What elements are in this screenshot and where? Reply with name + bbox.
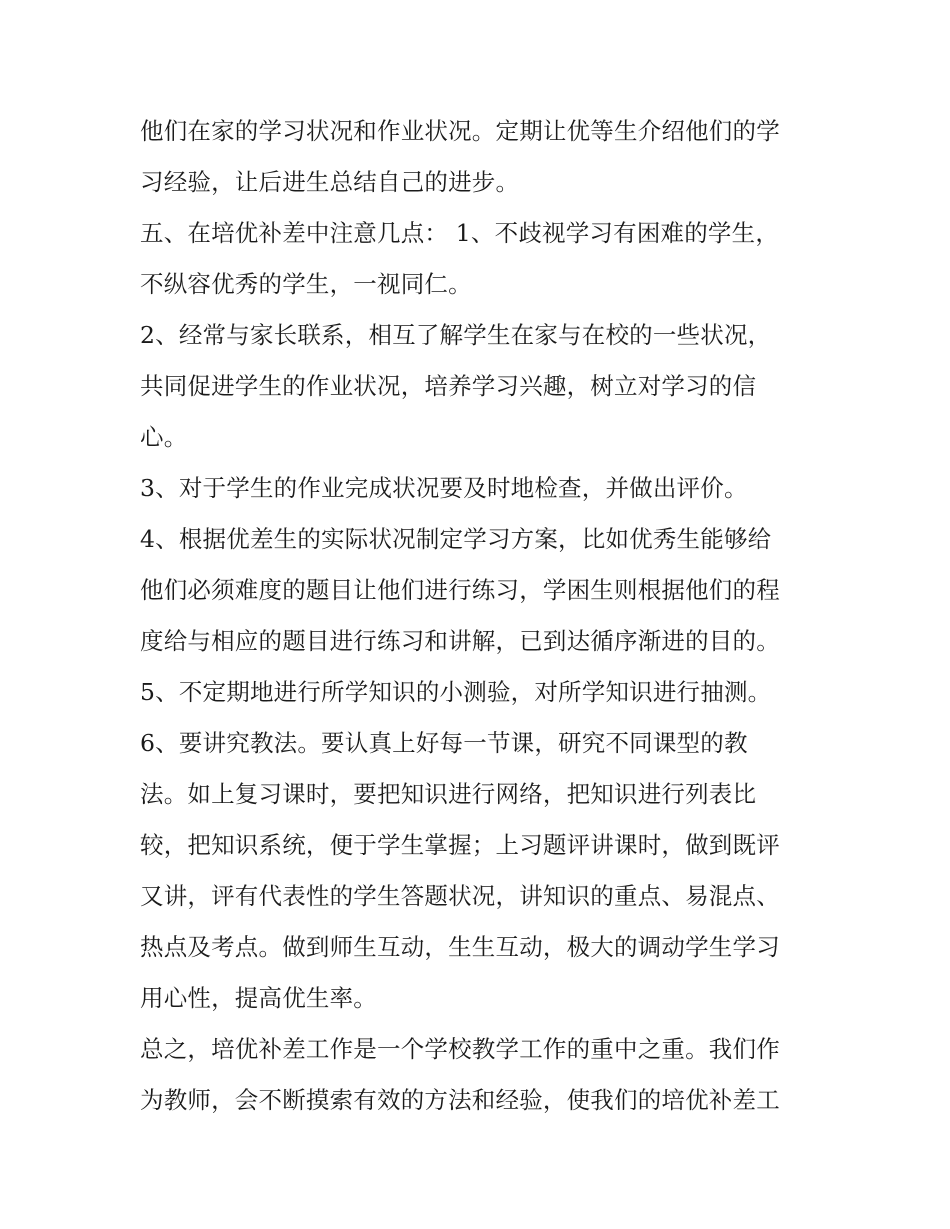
- text-line: 3、对于学生的作业完成状况要及时地检查，并做出评价。: [140, 474, 748, 502]
- text-line: 心。: [140, 423, 188, 451]
- text-line: 总之，培优补差工作是一个学校教学工作的重中之重。我们作: [140, 1035, 780, 1063]
- text-line: 五、在培优补差中注意几点： 1、不歧视学习有困难的学生，: [140, 219, 780, 247]
- text-line: 用心性，提高优生率。: [140, 984, 377, 1012]
- text-line: 6、要讲究教法。要认真上好每一节课，研究不同课型的教: [140, 729, 748, 757]
- document-body: [140, 106, 820, 1126]
- text-line: 法。如上复习课时，要把知识进行网络，把知识进行列表比: [140, 780, 757, 808]
- text-line: 不纵容优秀的学生，一视同仁。: [140, 270, 472, 298]
- text-line: 为教师，会不断摸索有效的方法和经验，使我们的培优补差工: [140, 1086, 780, 1114]
- text-line: 又讲，评有代表性的学生答题状况，讲知识的重点、易混点、: [140, 882, 780, 910]
- text-line: 他们必须难度的题目让他们进行练习，学困生则根据他们的程: [140, 576, 780, 604]
- text-line: 较，把知识系统，便于学生掌握；上习题评讲课时，做到既评: [140, 831, 780, 859]
- text-line: 2、经常与家长联系，相互了解学生在家与在校的一些状况，: [140, 321, 772, 349]
- text-line: 4、根据优差生的实际状况制定学习方案，比如优秀生能够给: [140, 525, 772, 553]
- text-line: 5、不定期地进行所学知识的小测验，对所学知识进行抽测。: [140, 678, 772, 706]
- text-line: 热点及考点。做到师生互动，生生互动，极大的调动学生学习: [140, 933, 780, 961]
- text-line: 他们在家的学习状况和作业状况。定期让优等生介绍他们的学: [140, 117, 780, 145]
- text-line: 习经验，让后进生总结自己的进步。: [140, 168, 520, 196]
- text-line: 度给与相应的题目进行练习和讲解，已到达循序渐进的目的。: [140, 627, 780, 655]
- text-line: 共同促进学生的作业状况，培养学习兴趣，树立对学习的信: [140, 372, 757, 400]
